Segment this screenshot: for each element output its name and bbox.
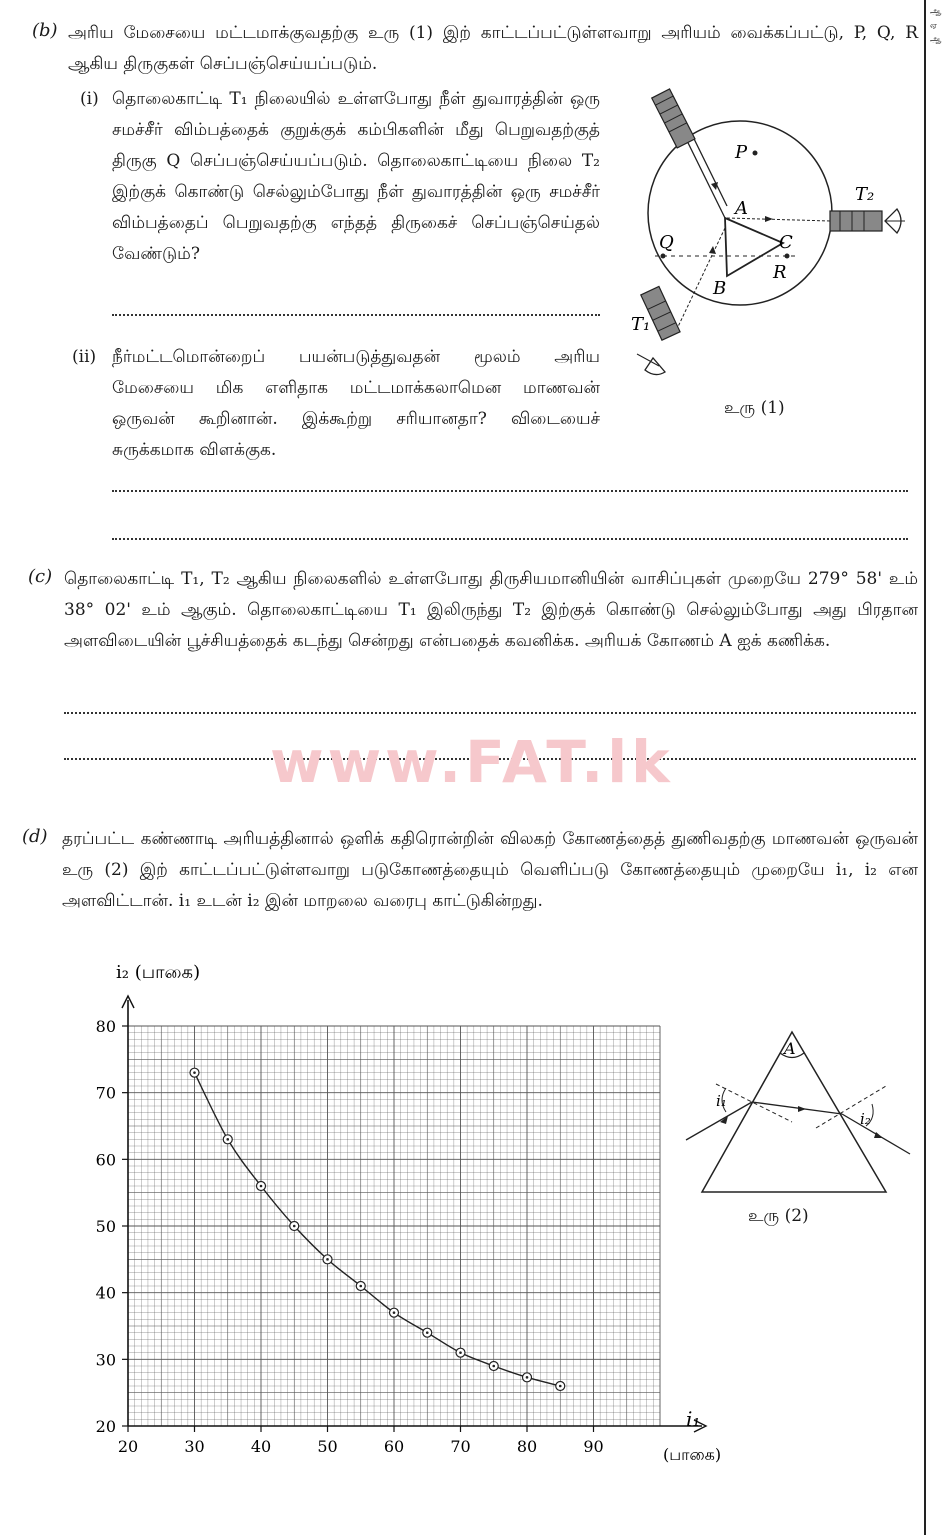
figure-2-prism — [680, 1026, 920, 1206]
x-tick-70: 70 — [450, 1437, 471, 1456]
label-c: C — [779, 232, 793, 253]
label-a: A — [735, 198, 748, 219]
label-i1: i₁ — [716, 1092, 727, 1110]
x-axis-unit: (பாகை) — [663, 1445, 722, 1464]
x-tick-50: 50 — [317, 1437, 338, 1456]
label-t2: T₂ — [855, 184, 875, 205]
data-curve — [195, 1073, 561, 1386]
telescope-t2 — [830, 211, 882, 231]
edge-text-3: ஆ — [930, 35, 942, 45]
graph-grid — [128, 1026, 660, 1426]
part-b-intro: அரிய மேசையை மட்டமாக்குவதற்கு உரு (1) இற் காட்டப்பட்டுள்ளவாறு அரியம் வைக்கப்பட்டு, P, Q, R ஆகிய திருகுகள் செப்பஞ்செய்யப்படும். — [68, 23, 918, 74]
figure-1-spectrometer — [615, 78, 920, 388]
answer-line-b-ii-1 — [112, 490, 908, 492]
part-b-ii-label: (ii) — [72, 347, 97, 367]
right-margin-rule — [924, 0, 926, 1535]
y-axis-label: i₂ (பாகை) — [116, 962, 201, 983]
y-tick-40: 40 — [95, 1283, 116, 1303]
label-r: R — [773, 262, 787, 283]
x-tick-20: 20 — [117, 1437, 139, 1456]
x-tick-30: 30 — [184, 1437, 205, 1456]
x-tick-60: 60 — [383, 1437, 405, 1456]
part-d-text: தரப்பட்ட கண்ணாடி அரியத்தினால் ஒளிக் கதிரொன்றின் விலகற் கோணத்தைத் துணிவதற்கு மாணவன் ஒருவன் உரு (2) இற் காட்டப்பட்டுள்ளவாறு படுகோணத்தையும் வெளிப்படு கோணத்தையும் முறையே i₁, i₂ என அளவிட்டான். i₁ உடன் i₂ இன் மாறலை வரைபு காட்டுகின்றது. — [62, 829, 918, 911]
screw-p — [753, 151, 758, 156]
graph-tick-labels — [96, 1017, 604, 1456]
screw-r — [785, 254, 790, 259]
figure-1-caption: உரு (1) — [724, 398, 785, 418]
answer-line-b-ii-2 — [112, 538, 908, 540]
answer-line-b-i — [112, 314, 600, 316]
y-tick-60: 60 — [95, 1150, 116, 1170]
answer-line-c-1 — [64, 712, 916, 714]
label-b: B — [713, 278, 727, 299]
collimator-tube-upper — [652, 89, 695, 148]
watermark: www.FAT.lk — [270, 728, 674, 796]
part-c-label: (c) — [28, 566, 53, 587]
refracted-ray — [752, 1102, 842, 1114]
edge-text-2: ஏ — [930, 21, 938, 31]
y-tick-20: 20 — [95, 1417, 116, 1436]
data-points — [190, 1068, 565, 1390]
label-q: Q — [659, 232, 674, 253]
edge-text-1: ஆ — [930, 7, 942, 17]
label-p: P — [735, 142, 748, 163]
y-tick-80: 80 — [95, 1017, 116, 1036]
x-tick-90: 90 — [583, 1437, 604, 1456]
part-b-label: (b) — [32, 20, 58, 41]
label-apex-a: A — [784, 1039, 796, 1058]
x-tick-40: 40 — [250, 1437, 272, 1456]
screw-q — [661, 254, 666, 259]
x-axis-label: i₁ — [686, 1407, 701, 1431]
y-tick-70: 70 — [95, 1083, 116, 1103]
part-c-text: தொலைகாட்டி T₁, T₂ ஆகிய நிலைகளில் உள்ளபோது திருசியமானியின் வாசிப்புகள் முறையே 279° 58' உம் 38° 02' உம் ஆகும். தொலைகாட்டியை T₁ இலிருந்து T₂ இற்குக் கொண்டு செல்லும்போது அது பிரதான அளவிடையின் பூச்சியத்தைக் கடந்து சென்றது என்பதைக் கவனிக்க. அரியக் கோணம் A ஐக் கணிக்க. — [64, 569, 918, 651]
graph-i2-vs-i1 — [60, 950, 760, 1470]
y-tick-30: 30 — [95, 1350, 116, 1370]
label-t1: T₁ — [631, 314, 651, 335]
part-b-i-label: (i) — [80, 89, 99, 109]
x-tick-80: 80 — [516, 1437, 538, 1456]
label-i2: i₂ — [860, 1110, 871, 1128]
normal-2 — [816, 1086, 886, 1128]
part-b-i-text: தொலைகாட்டி T₁ நிலையில் உள்ளபோது நீள் துவாரத்தின் ஒரு சமச்சீர் விம்பத்தைக் குறுக்குக் கம்பிகளின் மீது பெறுவதற்குத் திருகு Q செப்பஞ்செய்யப்படும். தொலைகாட்டியை நிலை T₂ இற்குக் கொண்டு செல்லும்போது நீள் துவாரத்தின் ஒரு சமச்சீர் விம்பத்தைப் பெறுவதற்கு எந்தத் திருகைச் செப்பஞ்செய்தல் வேண்டும்? — [112, 89, 600, 264]
y-tick-50: 50 — [95, 1217, 116, 1236]
part-d-label: (d) — [22, 826, 48, 847]
figure-2-caption: உரு (2) — [748, 1206, 809, 1226]
part-b-ii-text: நீர்மட்டமொன்றைப் பயன்படுத்துவதன் மூலம் அரிய மேசையை மிக எளிதாக மட்டமாக்கலாமென மாணவன் ஒருவன் கூறினான். இக்கூற்று சரியானதா? விடையைச் சுருக்கமாக விளக்குக. — [112, 347, 600, 460]
